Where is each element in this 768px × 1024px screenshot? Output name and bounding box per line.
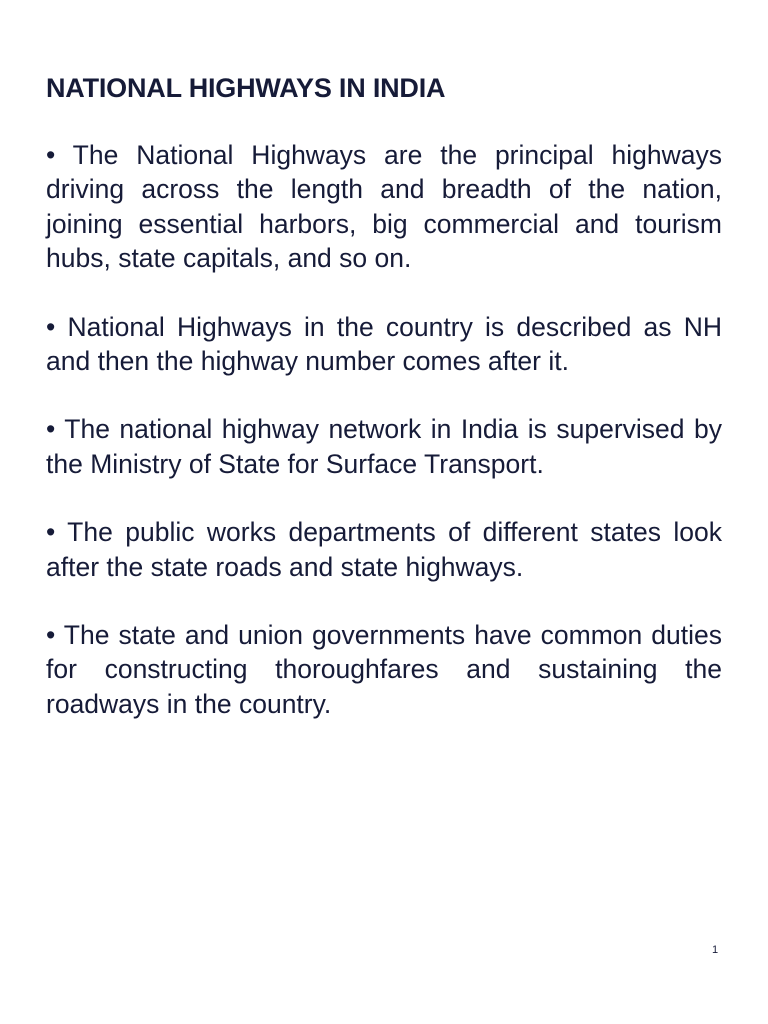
bullet-paragraph-4: • The public works departments of different states look after the state roads and state highways. [46,517,722,582]
document-page [46,68,722,755]
page-number: 1 [712,944,719,956]
bullet-paragraph-2: • National Highways in the country is described as NH and then the highway number comes after it. [46,311,722,377]
bullet-paragraph-3: • The national highway network in India is supervised by the Ministry of State for Surface Transport. [46,414,722,479]
bullet-paragraph-5: • The state and union governments have common duties for constructing thoroughfares and sustaining the roadways in the country. [46,620,722,719]
document-title: NATIONAL HIGHWAYS IN INDIA [46,73,446,103]
bullet-paragraph-1: • The National Highways are the principal highways driving across the length and breadth of the nation, joining essential harbors, big commercial and tourism hubs, state capitals, and so on. [46,140,722,274]
